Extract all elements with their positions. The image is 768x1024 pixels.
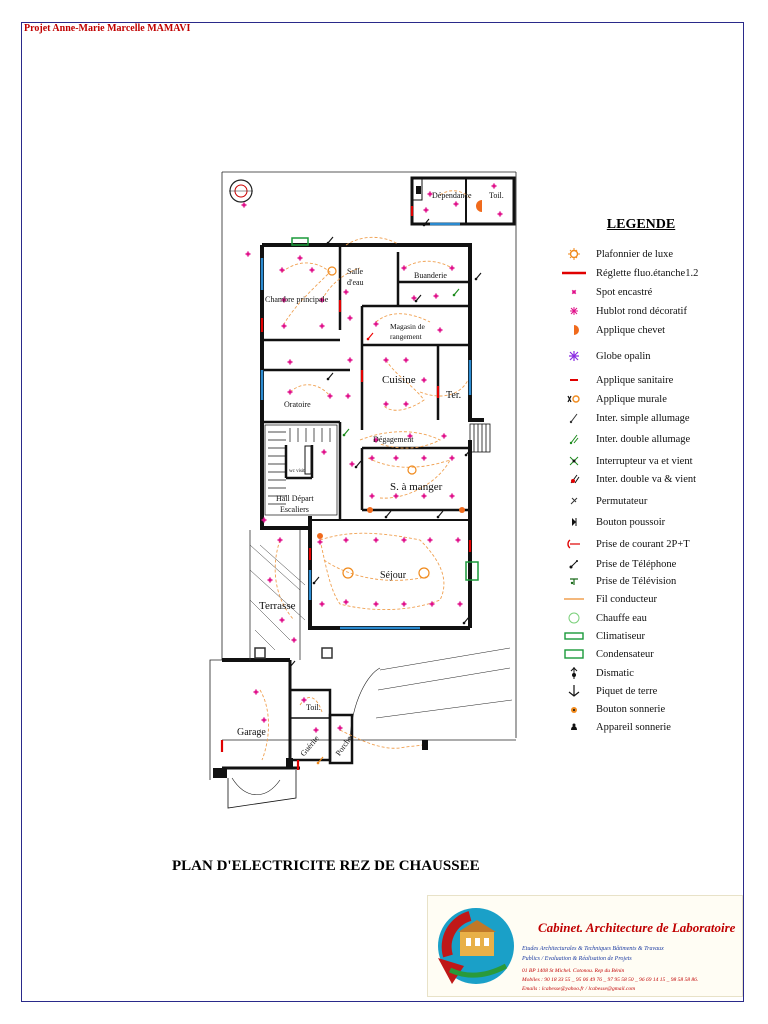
- garage-block: [228, 690, 352, 808]
- switch-marker: [327, 373, 333, 380]
- round-porthole-light-icon: [556, 304, 592, 318]
- legend-item-label: Prise de courant 2P+T: [596, 538, 690, 550]
- room-master-bedroom: Chambre principale: [265, 295, 329, 304]
- legend-item-label: Applique sanitaire: [596, 374, 674, 386]
- spot-light-marker: [337, 725, 343, 731]
- room-toilet-dependance: Toil.: [489, 191, 504, 200]
- legend-item: [556, 246, 673, 262]
- spot-light-marker: [241, 202, 247, 208]
- spot-light-marker: [317, 539, 323, 545]
- terrace-pergola: [250, 530, 332, 660]
- legend-title: LEGENDE: [606, 217, 676, 232]
- legend-item: [556, 646, 654, 662]
- spot-light-marker: [441, 433, 447, 439]
- air-conditioner-icon: [556, 629, 592, 643]
- spot-light-marker: [297, 255, 303, 261]
- entrance-steps: [470, 424, 490, 452]
- earth-stake-icon: [556, 684, 592, 698]
- legend-item: [556, 719, 671, 735]
- legend-item-label: Inter. double va & vient: [596, 473, 697, 485]
- spot-light-marker: [491, 183, 497, 189]
- legend-item-label: Réglette fluo.étanche1.2: [596, 267, 699, 279]
- room-terrace: Terrasse: [259, 600, 296, 612]
- spot-light-marker: [253, 689, 259, 695]
- spot-light-marker: [245, 251, 251, 257]
- room-storage-line2: rangement: [390, 332, 422, 341]
- legend-item-label: Inter. simple allumage: [596, 412, 690, 424]
- spot-light-marker: [343, 537, 349, 543]
- wall-light-icon: [556, 392, 592, 406]
- legend-item-label: Chauffe eau: [596, 612, 647, 624]
- intermediate-switch-icon: [556, 494, 592, 508]
- plan-title: PLAN D'ELECTRICITE REZ DE CHAUSSEE: [172, 858, 480, 874]
- legend-item-label: Hublot rond décoratif: [596, 305, 687, 317]
- double-switch-icon: [556, 432, 592, 446]
- legend-item-label: Dismatic: [596, 667, 634, 679]
- legend-item-label: Condensateur: [596, 648, 654, 660]
- room-dining: S. à manger: [390, 481, 443, 493]
- air-conditioners: [292, 238, 478, 580]
- spot-light-marker: [279, 617, 285, 623]
- spot-light-marker: [449, 455, 455, 461]
- spot-light-marker: [373, 321, 379, 327]
- spot-light-marker: [277, 537, 283, 543]
- dependance-block: [412, 178, 514, 224]
- room-bathroom-line2: d'eau: [347, 278, 364, 287]
- firm-name: Cabinet. Architecture de Laboratoire: [538, 920, 736, 935]
- legend-item: [556, 265, 698, 281]
- spot-light-marker: [321, 449, 327, 455]
- spot-light-marker: [319, 601, 325, 607]
- bedside-wall-light-icon: [556, 323, 592, 337]
- water-tank-symbol: [229, 180, 253, 202]
- spot-light-marker: [497, 211, 503, 217]
- spot-light-marker: [401, 601, 407, 607]
- spot-light-marker: [261, 717, 267, 723]
- legend-item: [556, 303, 687, 319]
- firm-phones: Mobiles : 90 18 33 55 _ 95 06 49 76 _ 97 95 58 50 _ 96 69 14 15 _ 98 58 58 86.: [522, 977, 699, 983]
- switch-marker: [385, 511, 391, 518]
- room-storage-line1: Magasin de: [390, 322, 425, 331]
- switch-marker: [453, 289, 459, 296]
- legend-item-label: Appareil sonnerie: [596, 721, 671, 733]
- tv-outlet-icon: [556, 574, 592, 588]
- spot-light-marker: [401, 537, 407, 543]
- legend-item: [556, 410, 690, 426]
- room-stair-hall-line2: Escaliers: [280, 505, 309, 514]
- legend-item-label: Bouton poussoir: [596, 516, 666, 528]
- room-guardhouse: Guérite: [298, 733, 321, 758]
- bell-device-icon: [556, 720, 592, 734]
- legend-item: [556, 348, 651, 364]
- legend-item: [556, 683, 657, 699]
- spot-light-marker: [423, 207, 429, 213]
- legend-item-label: Globe opalin: [596, 350, 651, 362]
- spot-light-marker: [421, 455, 427, 461]
- spot-light-marker: [393, 455, 399, 461]
- spot-light-marker: [455, 537, 461, 543]
- dismatic-icon: [556, 666, 592, 680]
- phone-outlet-icon: [556, 557, 592, 571]
- spot-light-marker: [449, 265, 455, 271]
- spot-light-marker: [291, 637, 297, 643]
- switch-marker: [343, 429, 349, 436]
- legend-item: [556, 701, 665, 717]
- spot-light-marker: [373, 601, 379, 607]
- spot-light-marker: [421, 377, 427, 383]
- spot-light-marker: [343, 599, 349, 605]
- legend-item: [556, 665, 634, 681]
- push-button-icon: [556, 515, 592, 529]
- spot-light-marker: [449, 493, 455, 499]
- legend-item: [556, 431, 690, 447]
- spot-light-marker: [279, 267, 285, 273]
- spot-light-marker: [343, 289, 349, 295]
- legend-item: [556, 372, 673, 388]
- spot-light-marker: [403, 401, 409, 407]
- spot-light-marker: [369, 493, 375, 499]
- spot-light-marker: [347, 315, 353, 321]
- power-outlet-icon: [556, 537, 592, 551]
- legend-item: [556, 591, 657, 607]
- spot-light-marker: [369, 455, 375, 461]
- spot-light-marker: [383, 401, 389, 407]
- spot-light-marker: [403, 357, 409, 363]
- room-labels: [237, 191, 504, 758]
- room-hallway: Dégagement: [373, 435, 414, 444]
- firm-services-2: Publics / Evaluation & Réalisation de Projets: [522, 956, 632, 962]
- spot-light-marker: [373, 537, 379, 543]
- room-guest-wc: wc visit: [289, 469, 305, 474]
- legend-item-label: Permutateur: [596, 495, 648, 507]
- interior-walls: [262, 245, 470, 520]
- spot-light-marker: [437, 327, 443, 333]
- spot-light-marker: [287, 359, 293, 365]
- spot-light-marker: [457, 601, 463, 607]
- room-oratory: Oratoire: [284, 400, 311, 409]
- spot-light-marker: [349, 461, 355, 467]
- legend-item-label: Piquet de terre: [596, 685, 658, 697]
- legend-item-label: Bouton sonnerie: [596, 703, 666, 715]
- legend-item: [556, 628, 645, 644]
- spot-light-marker: [433, 293, 439, 299]
- room-kitchen: Cuisine: [382, 374, 416, 386]
- double-two-way-switch-icon: [556, 472, 592, 486]
- legend-item: [556, 514, 665, 530]
- firm-emails: Emails : lcabesse@yahoo.fr / lcabesse@gmail.com: [522, 986, 636, 992]
- luxury-ceiling-light-icon: [556, 247, 592, 261]
- recessed-spots: [241, 183, 503, 733]
- legend-item-label: Prise de Télévision: [596, 575, 677, 587]
- spot-light-marker: [347, 357, 353, 363]
- room-living: Séjour: [380, 570, 407, 581]
- opal-globe-icon: [556, 349, 592, 363]
- room-laundry: Buanderie: [414, 271, 447, 280]
- legend-item: [556, 610, 647, 626]
- firm-services-1: Etudes Architecturales & Techniques Bâtiments & Travaux: [522, 946, 664, 952]
- legend-item-label: Applique chevet: [596, 324, 666, 336]
- legend-item: [556, 556, 676, 572]
- room-dependance: Dépendance: [432, 191, 472, 200]
- legend-item: [556, 391, 667, 407]
- legend-item-label: Spot encastré: [596, 286, 653, 298]
- two-way-switch-icon: [556, 454, 592, 468]
- room-toilet-guardhouse: Toil.: [306, 703, 321, 712]
- legend-item-label: Applique murale: [596, 393, 667, 405]
- room-kitchen-terrace: Ter.: [446, 390, 462, 401]
- room-porch: Porche: [333, 734, 354, 758]
- legend-item: [556, 322, 665, 338]
- switch-marker: [475, 273, 481, 280]
- spot-light-marker: [421, 493, 427, 499]
- room-bathroom-line1: Salle: [347, 267, 363, 276]
- water-heater-icon: [556, 611, 592, 625]
- project-label: Projet Anne-Marie Marcelle MAMAVI: [24, 23, 191, 34]
- luxury-ceiling-lights: [328, 267, 429, 578]
- recessed-spot-icon: [556, 285, 592, 299]
- spot-light-marker: [453, 201, 459, 207]
- legend-item-label: Prise de Téléphone: [596, 558, 677, 570]
- legend-item: [556, 453, 693, 469]
- room-garage: Garage: [237, 727, 266, 738]
- legend-item-label: Inter. double allumage: [596, 433, 691, 445]
- sanitary-wall-light-icon: [556, 373, 592, 387]
- spot-light-marker: [319, 323, 325, 329]
- legend-item: [556, 536, 690, 552]
- spot-light-marker: [309, 267, 315, 273]
- legend: [556, 217, 746, 733]
- spot-light-marker: [281, 323, 287, 329]
- fluorescent-strip-icon: [556, 266, 592, 280]
- legend-item-label: Climatiseur: [596, 630, 645, 642]
- switch-marker: [437, 511, 443, 518]
- bell-button-icon: [556, 702, 592, 716]
- spot-light-marker: [383, 357, 389, 363]
- windows: [262, 224, 470, 628]
- spot-light-marker: [267, 577, 273, 583]
- legend-item-label: Plafonnier de luxe: [596, 248, 673, 260]
- spot-light-marker: [345, 393, 351, 399]
- conductor-wire-icon: [556, 592, 592, 606]
- firm-logo-block: [427, 895, 743, 997]
- firm-address: 01 BP 1408 St Michel. Cotonou. Rep du Bénin: [522, 968, 625, 974]
- switch-marker: [355, 461, 361, 468]
- legend-item: [556, 493, 647, 509]
- legend-item: [556, 471, 696, 487]
- legend-item-label: Fil conducteur: [596, 593, 657, 605]
- spot-light-marker: [313, 727, 319, 733]
- single-switch-icon: [556, 411, 592, 425]
- spot-light-marker: [393, 493, 399, 499]
- spot-light-marker: [401, 265, 407, 271]
- legend-item: [556, 573, 676, 589]
- room-stair-hall-line1: Hall Départ: [276, 494, 314, 503]
- legend-item: [556, 284, 652, 300]
- switch-marker: [313, 577, 319, 584]
- spot-light-marker: [427, 537, 433, 543]
- condenser-icon: [556, 647, 592, 661]
- legend-item-label: Interrupteur va et vient: [596, 455, 693, 467]
- firm-emblem-icon: [430, 896, 520, 996]
- switch-marker: [367, 333, 373, 340]
